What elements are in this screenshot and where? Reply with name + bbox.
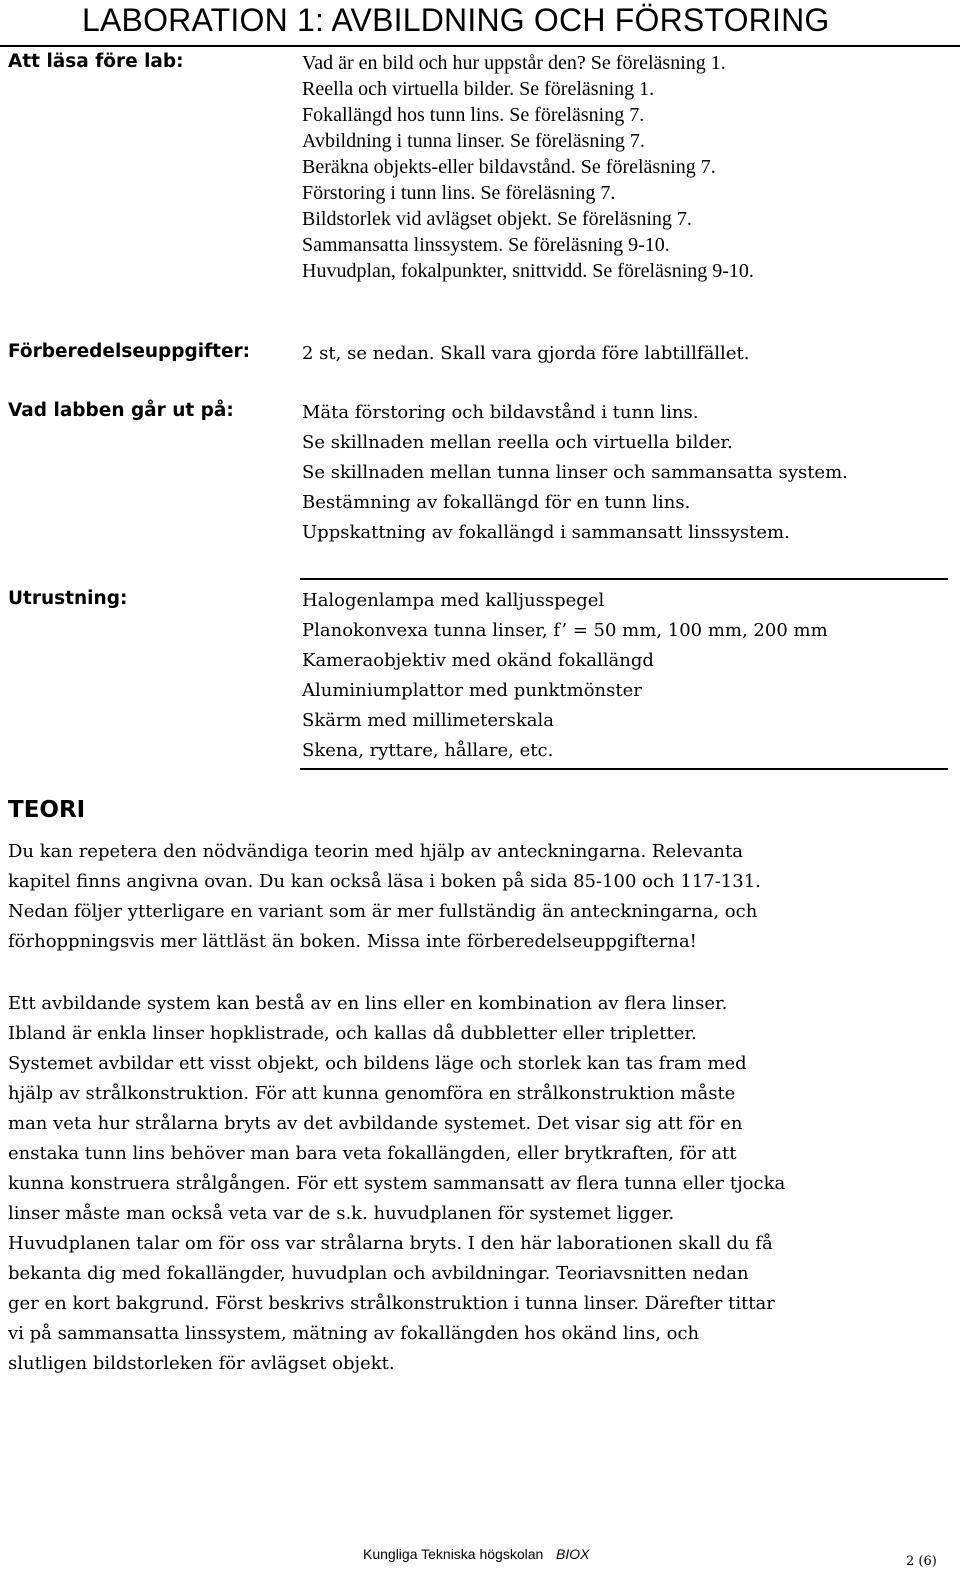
about-item: Mäta förstoring och bildavstånd i tunn lins. <box>302 402 699 423</box>
reading-item: Huvudplan, fokalpunkter, snittvidd. Se föreläsning 9-10. <box>302 260 754 282</box>
equipment-item: Skena, ryttare, hållare, etc. <box>302 740 554 761</box>
paragraph-line: Huvudplanen talar om för oss var strålarna bryts. I den här laborationen skall du få <box>8 1233 773 1254</box>
equipment-bottom-rule <box>300 768 948 770</box>
reading-item: Vad är en bild och hur uppstår den? Se föreläsning 1. <box>302 52 726 74</box>
theory-paragraph-2 <box>8 989 953 1379</box>
prep-label: Förberedelseuppgifter: <box>8 341 251 362</box>
about-list <box>302 398 848 548</box>
paragraph-line: Ibland är enkla linser hopklistrade, och kallas då dubbletter eller tripletter. <box>8 1023 697 1044</box>
paragraph-line: kunna konstruera strålgången. För ett system sammansatt av flera tunna eller tjocka <box>8 1173 786 1194</box>
paragraph-line: Ett avbildande system kan bestå av en lins eller en kombination av flera linser. <box>8 993 728 1014</box>
paragraph-line: förhoppningsvis mer lättläst än boken. Missa inte förberedelseuppgifterna! <box>8 931 697 952</box>
reading-item: Förstoring i tunn lins. Se föreläsning 7. <box>302 182 616 204</box>
paragraph-line: enstaka tunn lins behöver man bara veta fokallängden, eller brytkraften, för att <box>8 1143 737 1164</box>
top-rule <box>0 45 960 47</box>
about-item: Bestämning av fokallängd för en tunn lins. <box>302 492 691 513</box>
equipment-item: Halogenlampa med kalljusspegel <box>302 590 605 611</box>
about-item: Se skillnaden mellan tunna linser och sammansatta system. <box>302 462 848 483</box>
paragraph-line: man veta hur strålarna bryts av det avbildande systemet. Det visar sig att för en <box>8 1113 743 1134</box>
equipment-item: Aluminiumplattor med punktmönster <box>302 680 642 701</box>
about-item: Se skillnaden mellan reella och virtuella bilder. <box>302 432 733 453</box>
paragraph-line: Systemet avbildar ett visst objekt, och bildens läge och storlek kan tas fram med <box>8 1053 747 1074</box>
equipment-label: Utrustning: <box>8 588 128 609</box>
equipment-item: Skärm med millimeterskala <box>302 710 554 731</box>
paragraph-line: Du kan repetera den nödvändiga teorin med hjälp av anteckningarna. Relevanta <box>8 841 743 862</box>
footer-page-number: 2 (6) <box>906 1554 937 1569</box>
paragraph-line: vi på sammansatta linssystem, mätning av fokallängden hos okänd lins, och <box>8 1323 700 1344</box>
paragraph-line: kapitel finns angivna ovan. Du kan också läsa i boken på sida 85-100 och 117-131. <box>8 871 761 892</box>
reading-item: Sammansatta linssystem. Se föreläsning 9-10. <box>302 234 670 256</box>
paragraph-line: slutligen bildstorleken för avlägset objekt. <box>8 1353 395 1374</box>
about-label: Vad labben går ut på: <box>8 400 234 421</box>
equipment-list <box>302 586 828 766</box>
about-item: Uppskattning av fokallängd i sammansatt linssystem. <box>302 522 790 543</box>
page-footer <box>0 1546 960 1586</box>
reading-item: Avbildning i tunna linser. Se föreläsning 7. <box>302 130 645 152</box>
footer-university: Kungliga Tekniska högskolan <box>363 1546 544 1562</box>
theory-heading: TEORI <box>8 797 86 823</box>
prep-item: 2 st, se nedan. Skall vara gjorda före labtillfället. <box>302 343 750 364</box>
prep-list <box>302 339 749 369</box>
paragraph-line: bekanta dig med fokallängder, huvudplan och avbildningar. Teoriavsnitten nedan <box>8 1263 749 1284</box>
equipment-item: Planokonvexa tunna linser, f’ = 50 mm, 100 mm, 200 mm <box>302 620 828 641</box>
footer-department: BIOX <box>556 1546 590 1562</box>
paragraph-line: Nedan följer ytterligare en variant som är mer fullständig än anteckningarna, och <box>8 901 758 922</box>
page-title: LABORATION 1: AVBILDNING OCH FÖRSTORING <box>82 2 830 38</box>
reading-item: Fokallängd hos tunn lins. Se föreläsning 7. <box>302 104 645 126</box>
paragraph-line: ger en kort bakgrund. Först beskrivs strålkonstruktion i tunna linser. Därefter tittar <box>8 1293 775 1314</box>
reading-item: Reella och virtuella bilder. Se föreläsning 1. <box>302 78 655 100</box>
paragraph-line: hjälp av strålkonstruktion. För att kunna genomföra en strålkonstruktion måste <box>8 1083 736 1104</box>
equipment-top-rule <box>300 578 948 580</box>
reading-item: Bildstorlek vid avlägset objekt. Se föreläsning 7. <box>302 208 692 230</box>
paragraph-line: linser måste man också veta var de s.k. huvudplanen för systemet ligger. <box>8 1203 675 1224</box>
theory-paragraph-1 <box>8 837 953 957</box>
equipment-item: Kameraobjektiv med okänd fokallängd <box>302 650 654 671</box>
reading-list <box>302 50 754 284</box>
reading-item: Beräkna objekts-eller bildavstånd. Se föreläsning 7. <box>302 156 716 178</box>
reading-label: Att läsa före lab: <box>8 51 184 72</box>
